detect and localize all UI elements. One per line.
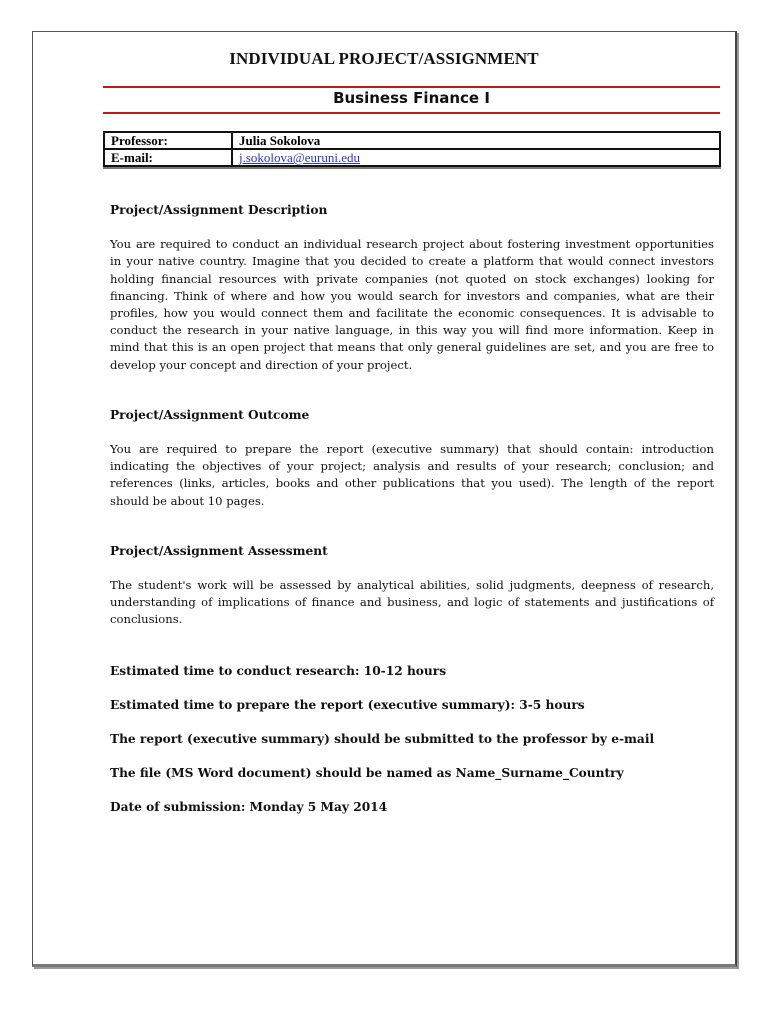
table-row: [104, 149, 720, 166]
section-heading-assessment: Project/Assignment Assessment: [110, 543, 328, 558]
email-label: E-mail:: [104, 149, 232, 166]
section-body-assessment: The student's work will be assessed by analytical abilities, solid judgments, deepness of research, understanding of implications of finance and business, and logic of statements and justifications of conclusions.: [110, 578, 714, 627]
document-title: INDIVIDUAL PROJECT/ASSIGNMENT: [229, 49, 539, 68]
fact-submission-method: The report (executive summary) should be submitted to the professor by e-mail: [110, 731, 655, 746]
section-body-outcome: You are required to prepare the report (executive summary) that should contain: introduction indicating the objectives of your project; analysis and results of your research; conclusion; and references (links, articles, books and other publications that you used). The length of the report should be about 10 pages.: [110, 442, 714, 508]
document-body: [110, 202, 714, 833]
fact-report-time: Estimated time to prepare the report (executive summary): 3-5 hours: [110, 697, 585, 712]
email-link[interactable]: j.sokolova@euruni.edu: [239, 150, 361, 165]
professor-info-table: [103, 131, 721, 167]
table-row: [104, 132, 720, 149]
email-cell: [232, 149, 720, 166]
document-page: [32, 31, 737, 967]
red-divider-bottom: [103, 112, 720, 114]
section-heading-outcome: Project/Assignment Outcome: [110, 407, 310, 422]
fact-file-naming: The file (MS Word document) should be named as Name_Surname_Country: [110, 765, 624, 780]
fact-submission-date: Date of submission: Monday 5 May 2014: [110, 799, 388, 814]
section-heading-description: Project/Assignment Description: [110, 203, 328, 217]
red-divider-top: [103, 86, 720, 88]
professor-label: Professor:: [104, 132, 232, 149]
professor-name: Julia Sokolova: [232, 132, 720, 149]
section-body-description: You are required to conduct an individual research project about fostering investment opportunities in your native country. Imagine that you decided to create a platform that would connect investors holding financial resources with private companies (not quoted on stock exchanges) looking for financing. Think of where and how you would search for investors and companies, what are their profiles, how you would connect them and facilitate the economic consequences. It is advisable to conduct the research in your native language, in this way you will find more information. Keep in mind that this is an open project that means that only general guidelines are set, and you are free to develop your concept and direction of your project.: [110, 237, 714, 372]
fact-research-time: Estimated time to conduct research: 10-12 hours: [110, 663, 447, 678]
course-title: Business Finance I: [333, 89, 490, 107]
